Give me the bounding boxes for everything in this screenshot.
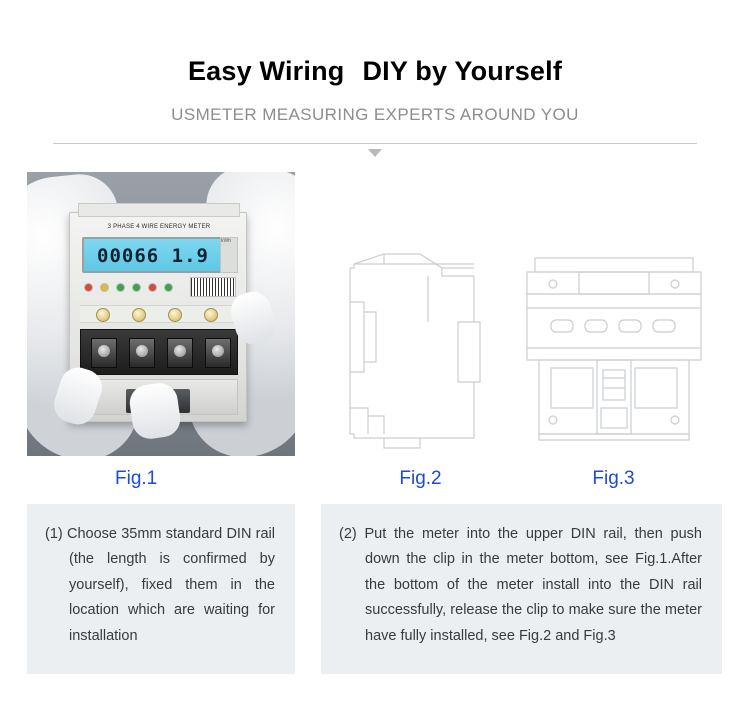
photo-terminal xyxy=(129,338,155,368)
figure-2-image xyxy=(324,172,517,456)
photo-barcode-label xyxy=(190,277,236,297)
figure-2-caption: Fig.2 xyxy=(399,468,442,489)
page-title-part1: Easy Wiring xyxy=(187,56,345,86)
photo-led xyxy=(100,283,109,292)
figure-1-image xyxy=(27,172,295,456)
photo-terminal-screw xyxy=(168,308,182,322)
photo-led xyxy=(148,283,157,292)
photo-terminal xyxy=(205,338,231,368)
step-1-text xyxy=(45,522,275,649)
photo-lcd-unit-label: kWh xyxy=(220,237,238,273)
photo-led xyxy=(132,283,141,292)
photo-meter-model-label: 3 PHASE 4 WIRE ENERGY METER xyxy=(107,224,211,230)
meter-din-rail-back-view-outline-svg xyxy=(517,172,710,456)
page-title xyxy=(0,56,750,87)
photo-terminal xyxy=(167,338,193,368)
photo-finger xyxy=(127,381,182,441)
figure-1-caption: Fig.1 xyxy=(115,468,158,489)
photo-terminal-screw xyxy=(204,308,218,322)
meter-side-view-outline-svg xyxy=(324,172,517,456)
photo-led xyxy=(164,283,173,292)
step-2-box xyxy=(321,504,722,674)
figure-3-caption: Fig.3 xyxy=(592,468,635,489)
page-title-part2: DIY by Yourself xyxy=(362,56,563,86)
figures-row xyxy=(0,172,750,490)
figure-3-image xyxy=(517,172,710,456)
photo-terminal xyxy=(91,338,117,368)
photo-led xyxy=(116,283,125,292)
figure-2 xyxy=(324,172,517,490)
step-2-body: Put the meter into the upper DIN rail, then push down the clip in the meter bottom, see Fig.1.After the bottom of the meter install into the DIN rail successfully, release the clip to make sure the meter have fully installed, see Fig.2 and Fig.3 xyxy=(364,526,702,644)
step-2-text xyxy=(339,522,702,649)
photo-terminal-screw xyxy=(96,308,110,322)
figure-1 xyxy=(27,172,295,490)
steps-row xyxy=(0,504,750,674)
arrow-down-icon xyxy=(368,149,382,157)
figure-3 xyxy=(517,172,710,490)
photo-led xyxy=(84,283,93,292)
photo-screw-row xyxy=(80,305,238,323)
photo-lcd-display: 00066 1.9 xyxy=(82,237,224,273)
step-1-number: (1) xyxy=(45,526,63,542)
step-2-number: (2) xyxy=(339,526,357,542)
page-subtitle: USMETER MEASURING EXPERTS AROUND YOU xyxy=(171,105,579,124)
photo-terminal-block xyxy=(80,329,238,375)
header xyxy=(0,0,750,144)
step-1-body: Choose 35mm standard DIN rail (the length is confirmed by yourself), fixed them in the location which are waiting for installation xyxy=(67,526,276,644)
photo-meter-top-clip xyxy=(78,203,240,217)
step-1-box xyxy=(27,504,295,674)
photo-terminal-screw xyxy=(132,308,146,322)
header-divider xyxy=(53,143,697,144)
